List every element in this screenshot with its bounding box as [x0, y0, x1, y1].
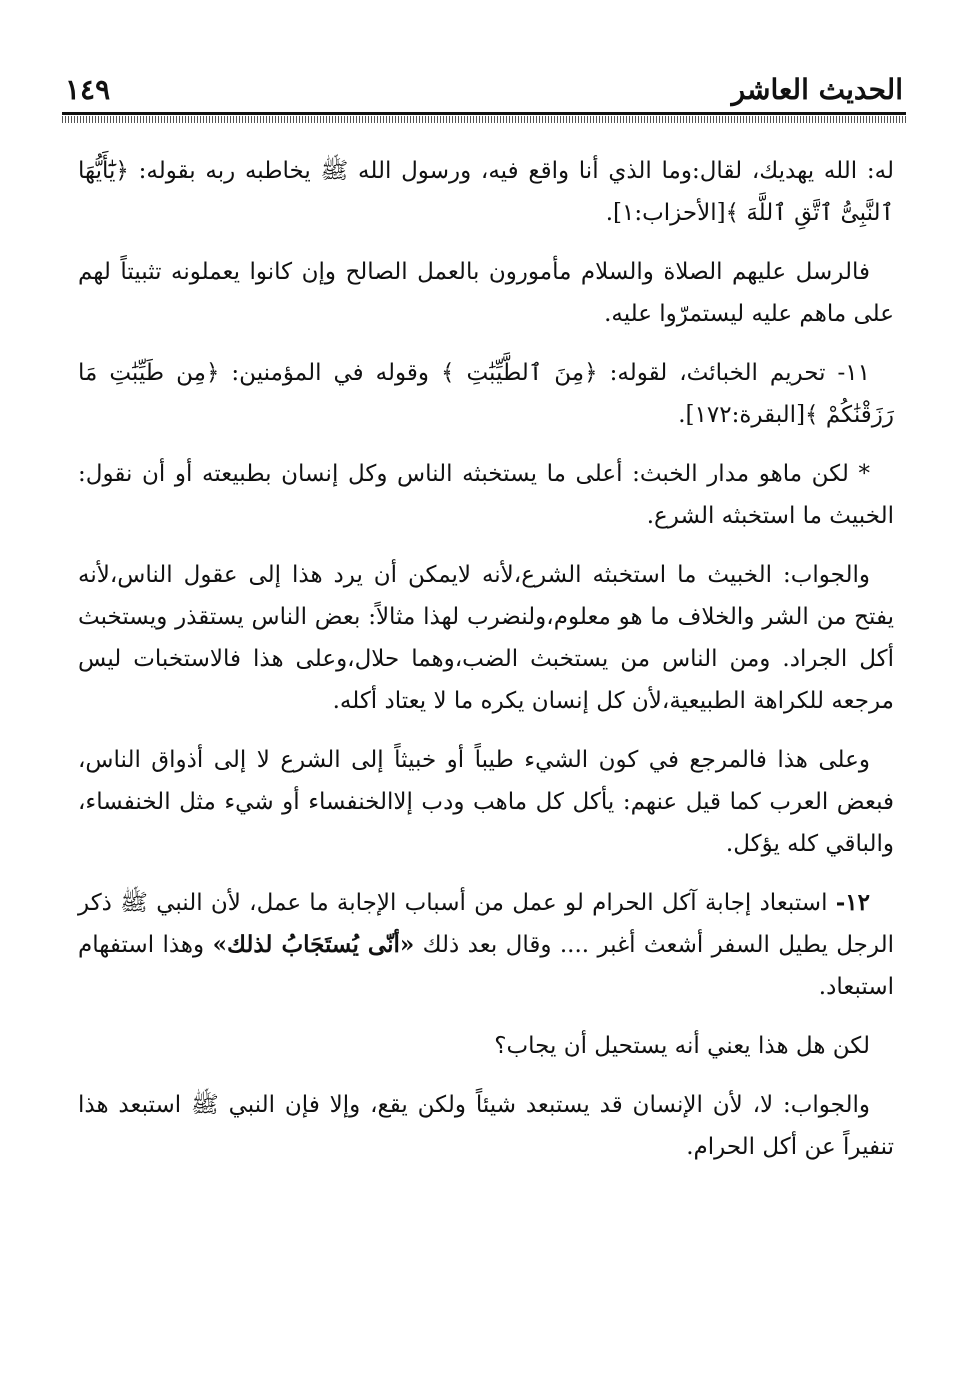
- paragraph-5: والجواب: الخبيث ما استخبثه الشرع،لأنه لايمكن أن يرد هذا إلى عقول الناس،لأنه يفتح من الشر والخلاف ما هو معلوم،ولنضرب لهذا مثالاً: بعض الناس يستقذر ويستخبث أكل الجراد. ومن الناس من يستخبث الضب،وهما حلال،وعلى هذا فالاستخبات ليس مرجعه للكراهة الطبيعية،لأن كل إنسان يكره ما لا يعتاد أكله.: [78, 562, 894, 714]
- paragraph-2: فالرسل عليهم الصلاة والسلام مأمورون بالعمل الصالح وإن كانوا يعملونه تثبيتاً لهم على ماهم عليه ليستمرّوا عليه.: [78, 259, 894, 327]
- hadith-quote: «أنّى يُستَجَابُ لذلك»: [212, 931, 415, 958]
- header-hatch-rule: [62, 116, 906, 123]
- paragraph-8: لكن هل هذا يعني أنه يستحيل أن يجاب؟: [494, 1033, 870, 1059]
- paragraph-7-text: استبعاد إجابة آكل الحرام لو عمل من أسباب الإجابة ما عمل، لأن النبي ﷺ ذكر الرجل يطيل السفر أشعث أغبر .... وقال بعد ذلك: [78, 890, 894, 958]
- paragraph-4: * لكن ماهو مدار الخبث: أعلى ما يستخبثه الناس وكل إنسان بطبيعته أو أن نقول: الخبيث ما استخبثه الشرع.: [78, 461, 894, 529]
- header-rule: [62, 112, 906, 115]
- paragraph-7: [78, 882, 894, 1008]
- paragraph-3: ١١- تحريم الخبائث، لقوله: ﴿مِنَ ٱلطَّيِّبَٰتِ ﴾ وقوله في المؤمنين: ﴿مِن طَيِّبَٰتِ مَا رَزَقْنَٰكُمْ ﴾[البقرة:١٧٢].: [78, 360, 894, 428]
- page-body: [78, 150, 894, 1185]
- paragraph-6: وعلى هذا فالمرجع في كون الشيء طيباً أو خبيثاً إلى الشرع لا إلى أذواق الناس، فبعض العرب كما قيل عنهم: يأكل كل ماهب ودب إلاالخنفساء أو شيء مثل الخنفساء، والباقي كله يؤكل.: [78, 747, 894, 857]
- page-number: ١٤٩: [65, 73, 111, 106]
- paragraph-1: له: الله يهديك، لقال:وما الذي أنا واقع فيه، ورسول الله ﷺ يخاطبه ربه بقوله: ﴿يَٰٓأَيُّهَا ٱلنَّبِىُّ ٱتَّقِ ٱللَّهَ ﴾[الأحزاب:١].: [78, 158, 894, 226]
- paragraph-7-suffix: وهذا استفهام استبعاد.: [78, 932, 894, 1000]
- chapter-title: الحديث العاشر: [731, 73, 903, 106]
- paragraph-9: والجواب: لا، لأن الإنسان قد يستبعد شيئاً ولكن يقع، وإلا فإن النبي ﷺ استبعد هذا تنفيراً عن أكل الحرام.: [78, 1092, 894, 1160]
- item-number: ١٢-: [835, 889, 870, 916]
- running-header: [65, 70, 903, 114]
